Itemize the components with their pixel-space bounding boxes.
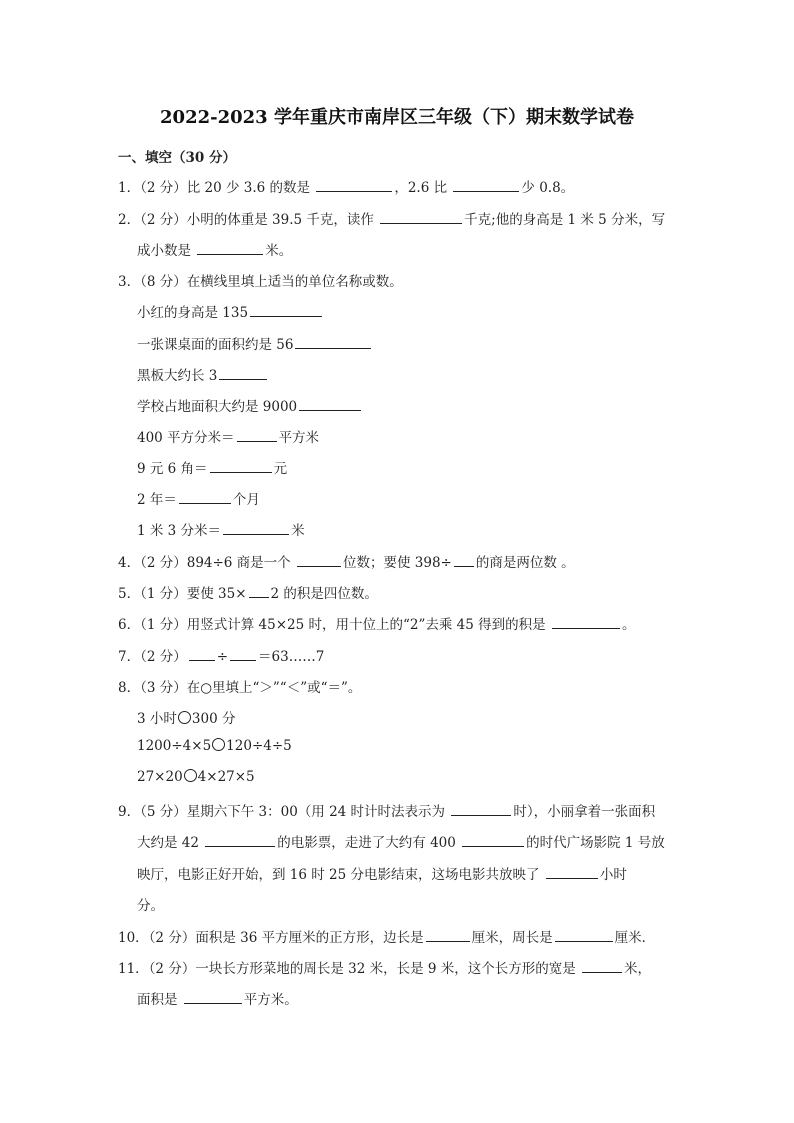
question-9-cont [137,894,164,914]
sub-item-unit: 平方米 [278,430,320,446]
question-text: 成小数是 [137,243,191,259]
question-text: （1 分）要使 35× [140,586,247,602]
question-text: 的时代广场影院 1 号放 [526,835,665,851]
sub-item [137,364,269,384]
question-text: （2 分）面积是 36 平方厘米的正方形，边长是 [148,930,424,946]
question-text: 米， [624,961,652,977]
compare-circle[interactable] [178,711,191,724]
sub-item-unit: 个月 [232,492,260,508]
question-number: 11． [118,961,149,977]
answer-blank[interactable] [219,367,267,380]
question-text: （2 分）比 20 少 3.6 的数是 [140,180,311,196]
compare-item [137,769,255,785]
question-text: 米。 [265,243,293,259]
question-7 [118,645,324,665]
question-8 [118,676,361,696]
answer-blank[interactable] [316,179,392,192]
sub-item-unit: 元 [273,461,288,477]
compare-left: 3 小时 [137,711,177,727]
question-text: 小时 [599,867,627,883]
sub-item-text: 400 平方分米＝ [137,430,235,446]
compare-item [137,707,235,727]
compare-item [137,738,292,754]
question-text: 。 [621,617,636,633]
question-text: 厘米，周长是 [471,930,553,946]
sub-item [137,333,373,353]
question-11 [118,957,651,977]
sub-item [137,395,363,415]
question-5 [118,582,378,602]
question-text: 的商是两位数 。 [475,555,575,571]
compare-right: 300 分 [191,711,236,727]
answer-blank[interactable] [297,554,341,567]
sub-item-text: 学校占地面积大约是 9000 [137,399,298,415]
compare-left: 1200÷4×5 [137,738,212,754]
answer-blank[interactable] [223,522,289,535]
question-text: 分。 [137,898,164,914]
question-number: 5． [118,586,141,602]
question-2-cont [137,239,292,259]
question-text: （2 分） [140,649,187,665]
sub-item-unit: 米 [291,523,305,539]
question-1 [118,176,574,196]
question-9-cont [137,863,627,883]
question-text: 位数；要使 398÷ [342,555,452,571]
compare-circle[interactable] [184,769,197,782]
answer-blank[interactable] [555,929,613,942]
answer-blank[interactable] [462,834,524,847]
answer-blank[interactable] [179,491,231,504]
sub-item [137,457,287,477]
answer-blank[interactable] [184,991,242,1004]
question-text: ＝63……7 [258,649,325,665]
question-text: 时），小丽拿着一张面积 [513,804,656,820]
answer-blank[interactable] [250,304,322,317]
sub-item-text: 9 元 6 角＝ [137,461,208,477]
question-11-cont [137,988,298,1008]
question-text: ，2.6 比 [394,180,448,196]
answer-blank[interactable] [295,336,371,349]
question-text: （2 分）一块长方形菜地的周长是 32 米，长是 9 米，这个长方形的宽是 [148,961,576,977]
question-text: 的电影票，走进了大约有 400 [277,835,456,851]
question-text: 大约是 42 [137,835,199,851]
question-10 [118,926,655,946]
question-text: ÷ [216,649,229,665]
answer-blank[interactable] [380,211,462,224]
question-text: （2 分）小明的体重是 39.5 千克，读作 [140,212,374,228]
answer-blank[interactable] [197,242,263,255]
answer-blank[interactable] [453,179,519,192]
question-number: 3． [118,274,141,290]
answer-blank[interactable] [426,929,470,942]
question-text: 面积是 [137,992,178,1008]
question-2 [118,208,665,228]
sub-item [137,426,319,446]
answer-blank[interactable] [249,585,269,598]
question-9 [118,800,655,820]
sub-item [137,488,260,508]
answer-blank[interactable] [582,960,622,973]
section-heading: 一、填空（30 分） [118,150,236,166]
question-4 [118,551,575,571]
sub-item-text: 小红的身高是 135 [137,305,249,321]
compare-right: 120÷4÷5 [226,738,292,754]
answer-blank[interactable] [189,648,215,661]
sub-item-text: 2 年＝ [137,492,177,508]
answer-blank[interactable] [237,429,277,442]
question-number: 6． [118,617,141,633]
question-number: 2． [118,212,141,228]
question-number: 4． [118,555,141,571]
question-text: （3 分）在○里填上“＞”“＜”或“＝”。 [140,680,362,696]
question-number: 7． [118,649,141,665]
answer-blank[interactable] [299,398,361,411]
question-number: 10． [118,930,149,946]
answer-blank[interactable] [205,834,275,847]
question-6 [118,613,635,633]
answer-blank[interactable] [210,460,272,473]
answer-blank[interactable] [451,803,511,816]
sub-item [137,519,305,539]
question-text: 厘米． [614,930,656,946]
question-text: （8 分）在横线里填上适当的单位名称或数。 [140,274,403,290]
question-text: （1 分）用竖式计算 45×25 时，用十位上的“2”去乘 45 得到的积是 [140,617,546,633]
question-number: 8． [118,680,141,696]
compare-left: 27×20 [137,769,183,785]
answer-blank[interactable] [230,648,256,661]
question-text: 平方米。 [243,992,298,1008]
question-3 [118,270,403,290]
compare-circle[interactable] [212,738,225,751]
question-text: 2 的积是四位数。 [270,586,378,602]
question-text: 映厅，电影正好开始，到 16 时 25 分电影结束，这场电影共放映了 [137,867,540,883]
compare-right: 4×27×5 [197,769,255,785]
question-text: 少 0.8。 [521,180,575,196]
sub-item [137,301,324,321]
sub-item-text: 黑板大约长 3 [137,368,218,384]
question-number: 9． [118,804,141,820]
sub-item-text: 1 米 3 分米＝ [137,523,222,539]
question-text: 千克;他的身高是 1 米 5 分米，写 [464,212,666,228]
question-9-cont [137,831,665,851]
question-number: 1． [118,180,141,196]
exam-title: 2022-2023 学年重庆市南岸区三年级（下）期末数学试卷 [160,107,634,128]
sub-item-text: 一张课桌面的面积约是 56 [137,337,294,353]
answer-blank[interactable] [454,554,474,567]
question-text: （5 分）星期六下午 3：00（用 24 时计时法表示为 [140,804,446,820]
answer-blank[interactable] [552,616,620,629]
answer-blank[interactable] [546,866,598,879]
question-text: （2 分）894÷6 商是一个 [140,555,291,571]
